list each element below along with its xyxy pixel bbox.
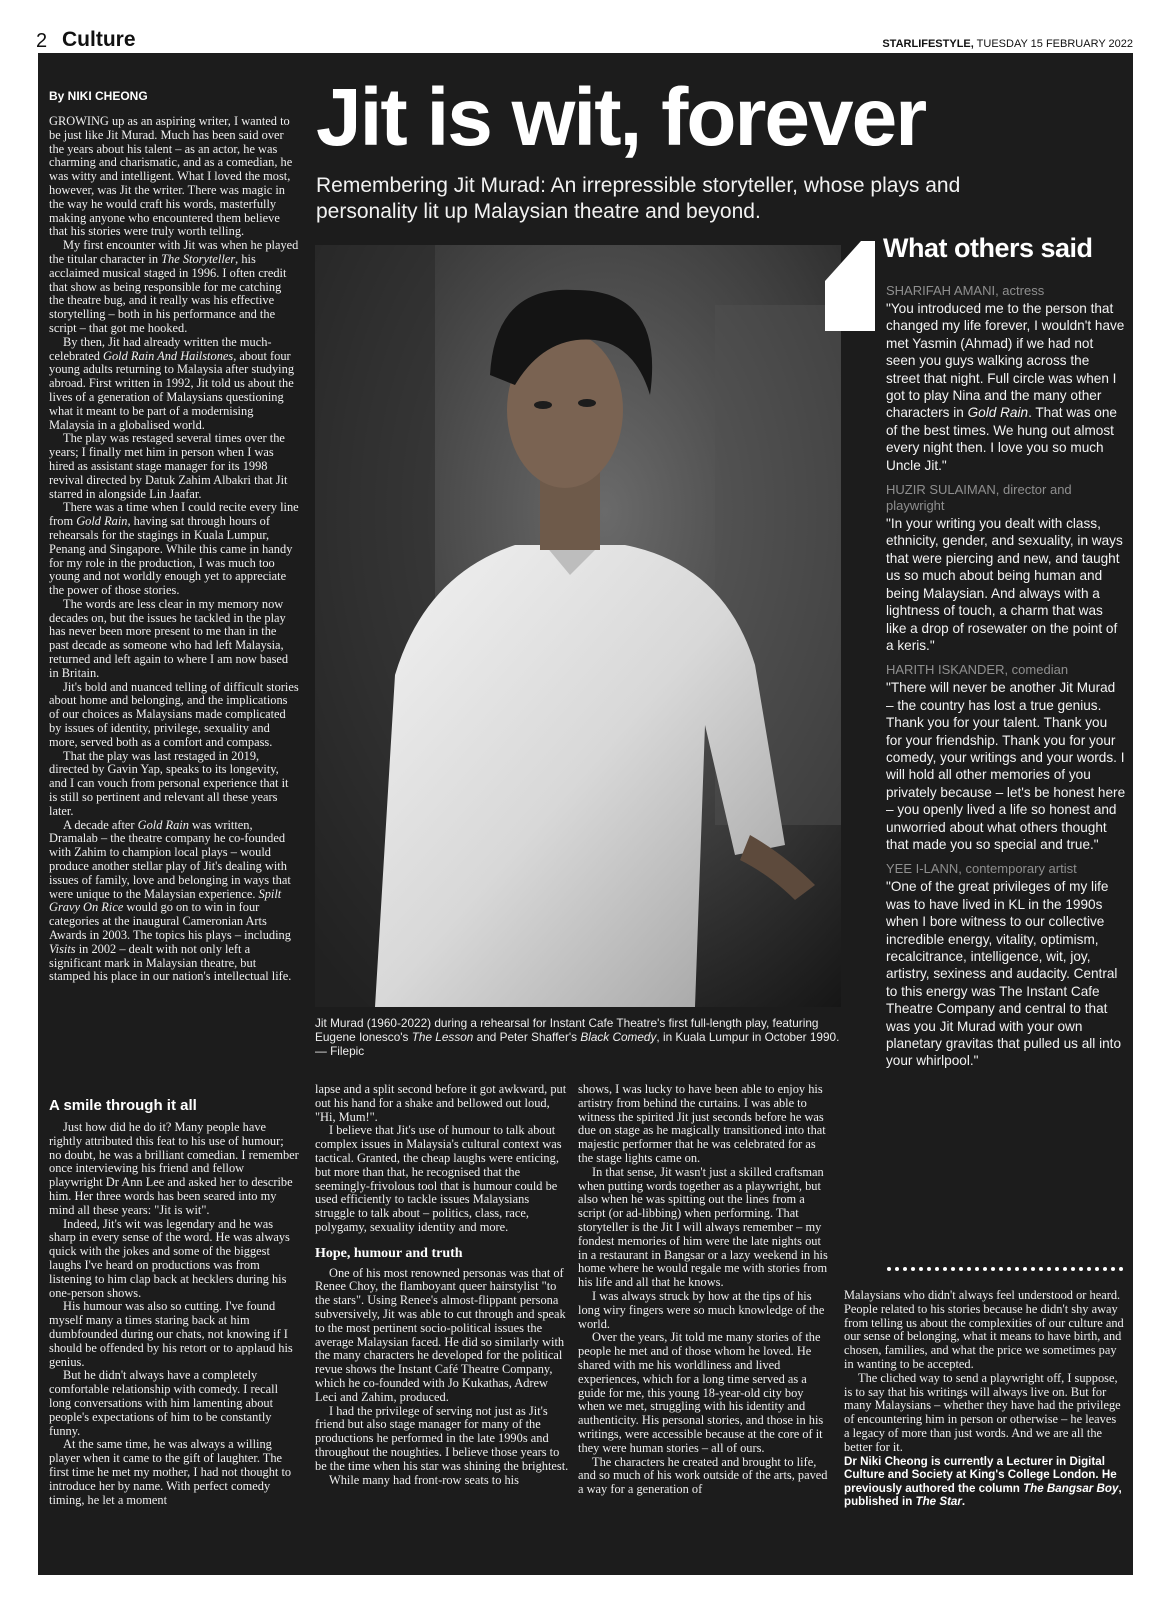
quote-text: "You introduced me to the person that changed my life forever, I wouldn't have met Yasmin (Ahmad) if we had not seen you guys walking across the street that night. Full circle was when I got to play Nina and the many other characters in Gold Rain. That was one of the best times. We hung out almost every night then. I love you so much Uncle Jit." bbox=[886, 301, 1125, 473]
paragraph: Over the years, Jit told me many stories of the people he met and of those whom he loved. He shared with me his worldliness and lived experiences, which for a long time served as a guide for me, this young 18-year-old city boy when we met, struggling with his identity and authenticity. His personal stories, and those in his writings, were accessible because at the core of it they were human stories – all of ours. bbox=[578, 1330, 824, 1455]
subheading: A smile through it all bbox=[49, 1097, 197, 1114]
dateline bbox=[882, 38, 1133, 50]
paragraph: At the same time, he was always a willing player when it came to the gift of laughter. The first time he met my mother, I had not thought to introduce her by name. With perfect comedy timing, he let a moment bbox=[49, 1437, 292, 1507]
publication-date: TUESDAY 15 FEBRUARY 2022 bbox=[976, 38, 1133, 50]
paragraph: lapse and a split second before it got awkward, put out his hand for a shake and bellowed out loud, "Hi, Mum!". bbox=[315, 1082, 567, 1124]
page-number: 2 bbox=[36, 30, 48, 52]
article-column-2 bbox=[315, 1083, 570, 1487]
page-header bbox=[36, 24, 1133, 54]
paragraph: I had the privilege of serving not just as Jit's friend but also stage manager for many of the productions he performed in the late 1990s and throughout the noughties. I believe those years to be the time when his star was shining the brightest. bbox=[315, 1403, 569, 1473]
quote-mark-icon bbox=[825, 241, 875, 331]
paragraph: There was a time when I could recite every line from Gold Rain, having sat through hours of rehearsals for the stagings in Kuala Lumpur, Penang and Singapore. While this came in handy for my role in the production, I was much too young and not worldly enough yet to appreciate the power of those stories. bbox=[49, 500, 299, 598]
paragraph: I believe that Jit's use of humour to talk about complex issues in Malaysia's cultural context was tactical. Granted, the cheap laughs were enticing, but more than that, he recognised that the seemingly-frivolous tool that is humour could be used efficiently to tackle issues Malaysians struggle to talk about – politics, class, race, polygamy, sexuality identity and more. bbox=[315, 1123, 562, 1234]
paragraph: Indeed, Jit's wit was legendary and he was sharp in every sense of the word. He was always quick with the jokes and some of the biggest laughs I've heard on productions was from listening to him clap back at hecklers during his one-person shows. bbox=[49, 1216, 290, 1300]
quote-attribution: SHARIFAH AMANI, actress bbox=[886, 283, 1045, 298]
sidebar-title: What others said bbox=[883, 233, 1093, 263]
photo-caption: Jit Murad (1960-2022) during a rehearsal for Instant Cafe Theatre's first full-length play, featuring Eugene Ionesco's The Lesson and Peter Shaffer's Black Comedy, in Kuala Lumpur in October 1990. — Filepic bbox=[315, 1016, 840, 1058]
article-column-3 bbox=[578, 1083, 833, 1497]
paragraph: The play was restaged several times over the years; I finally met him in person when I was hired as assistant stage manager for its 1998 revival directed by Datuk Zahim Albakri that Jit starred in alongside Lin Jaafar. bbox=[49, 431, 288, 501]
subheading: Hope, humour and truth bbox=[315, 1245, 463, 1261]
paragraph: My first encounter with Jit was when he played the titular character in The Storyteller, his acclaimed musical staged in 1996. I often credit that show as being responsible for me catching the theatre bug, and it really was his effective storytelling – both in his performance and the script – that got me hooked. bbox=[49, 238, 299, 335]
headline: Jit is wit, forever bbox=[316, 72, 926, 163]
paragraph: That the play was last restaged in 2019, directed by Gavin Yap, speaks to its longevity, and I can vouch from personal experience that it is still so pertinent and relevant all these years later. bbox=[49, 748, 289, 818]
paragraph: But he didn't always have a completely comfortable relationship with comedy. I recall long conversations with him lamenting about people's expectations of him to be constantly funny. bbox=[49, 1368, 279, 1438]
quotes-sidebar bbox=[886, 283, 1126, 1070]
publication-name: STARLIFESTYLE, bbox=[882, 38, 974, 50]
paragraph: One of his most renowned personas was that of Renee Choy, the flamboyant queer hairstylist "to the stars". Using Renee's almost-flippant persona subversively, Jit was able to cut through and speak to the most pertinent socio-political issues the average Malaysian faced. He did so similarly with the many characters he developed for the political revue shows the Instant Café Theatre Company, which he co-founded with Jo Kukathas, Adrew Leci and Zahim, produced. bbox=[315, 1265, 566, 1404]
article-column-1-continued bbox=[49, 1121, 299, 1507]
paragraph: GROWING up as an aspiring writer, I wanted to be just like Jit Murad. Much has been said over the years about his talent – as an actor, he was charming and charismatic, and as a comedian, he was witty and intelligent. What I loved the most, however, was Jit the writer. There was magic in the way he would craft his words, masterfully making anyone who encountered them believe that his stories were truly worth telling. bbox=[49, 114, 293, 239]
article-column-4 bbox=[844, 1289, 1124, 1509]
quote-text: "There will never be another Jit Murad – the country has lost a true genius. Thank you for your talent. Thank you for your friendship. Thank you for your comedy, your writings and your words. I will hold all other memories of you privately because – let's be honest here – you openly lived a life so honest and unworried about what others thought that made you so special and true." bbox=[886, 680, 1126, 852]
section-name: Culture bbox=[62, 28, 136, 51]
paragraph: His humour was also so cutting. I've found myself many a times staring back at him dumbfounded during our chats, not knowing if I should be offended by his retort or to applaud his genius. bbox=[49, 1299, 293, 1369]
paragraph: By then, Jit had already written the much-celebrated Gold Rain And Hailstones, about four young adults returning to Malaysia after studying abroad. First written in 1992, Jit told us about the lives of a generation of Malaysians questioning what it meant to be part of a modernising Malaysia in a globalised world. bbox=[49, 334, 295, 432]
portrait-photo bbox=[315, 245, 841, 1007]
paragraph: In that sense, Jit wasn't just a skilled craftsman when putting words together as a playwright, but also when he was spitting out the lines from a script (or ad-libbing) when performing. That storyteller is the Jit I will always remember – my fondest memories of him were the late nights out in a restaurant in Bangsar or a lazy weekend in his home where he would regale me with stories from his life and all that he knows. bbox=[578, 1164, 828, 1290]
dotted-divider bbox=[886, 1266, 1126, 1272]
paragraph: Malaysians who didn't always feel understood or heard. People related to his stories because he didn't shy away from telling us about the complexities of our culture and our sense of belonging, what it means to have birth, and chosen, families, and what the price we sometimes pay in wanting to be accepted. bbox=[844, 1288, 1124, 1371]
paragraph: shows, I was lucky to have been able to enjoy his artistry from behind the curtains. I was able to witness the spirited Jit just seconds before he was due on stage as he magically transitioned into that majestic performer that he was celebrated for as the stage lights came on. bbox=[578, 1082, 826, 1165]
paragraph: The cliched way to send a playwright off, I suppose, is to say that his writings will always live on. But for many Malaysians – whether they have had the privilege of encountering him in person or otherwise – he leaves a legacy of more than just words. And we are all the better for it. bbox=[844, 1370, 1121, 1454]
byline: By NIKI CHEONG bbox=[49, 89, 148, 103]
article-panel bbox=[38, 53, 1133, 1575]
paragraph: While many had front-row seats to his bbox=[329, 1472, 519, 1487]
paragraph: A decade after Gold Rain was written, Dramalab – the theatre company he co-founded with Zahim to champion local plays – would produce another stellar play of Jit's dealing with issues of family, love and belonging in ways that were unique to the Malaysian experience. Spilt Gravy On Rice would go on to win in four categories at the inaugural Cameronian Arts Awards in 2003. The topics his plays – including Visits in 2002 – dealt with not only left a significant mark in Malaysian theatre, but stamped his place in our nation's intellectual life. bbox=[49, 817, 292, 984]
quote-attribution: HUZIR SULAIMAN, director and playwright bbox=[886, 482, 1072, 514]
paragraph: Jit's bold and nuanced telling of difficult stories about home and belonging, and the implications of our choices as Malaysians made complicated by issues of identity, privilege, sexuality and more, served both as a comfort and compass. bbox=[49, 679, 299, 749]
quote-text: "In your writing you dealt with class, ethnicity, gender, and sexuality, in ways that were piercing and new, and taught us so much about being human and being Malaysian. And always with a lightness of touch, a charm that was like a drop of rosewater on the point of a keris." bbox=[886, 516, 1123, 653]
paragraph: I was always struck by how at the tips of his long wiry fingers were so much knowledge of the world. bbox=[578, 1288, 825, 1331]
quote-attribution: HARITH ISKANDER, comedian bbox=[886, 662, 1069, 678]
standfirst: Remembering Jit Murad: An irrepressible storyteller, whose plays and personality lit up Malaysian theatre and beyond. bbox=[316, 174, 961, 223]
quote-attribution: YEE I-LANN, contemporary artist bbox=[886, 861, 1077, 877]
paragraph: The characters he created and brought to life, and so much of his work outside of the arts, paved a way for a generation of bbox=[578, 1454, 828, 1497]
quote-text: "One of the great privileges of my life was to have lived in KL in the 1990s when I bore witness to our collective incredible energy, vitality, optimism, recalcitrance, intelligence, wit, joy, artistry, sexiness and audacity. Central to this energy was The Instant Cafe Theatre Company and central to that was you Jit Murad with your own planetary gravitas that pulled us all into your whirlpool." bbox=[886, 879, 1122, 1069]
paragraph: The words are less clear in my memory now decades on, but the issues he tackled in the play has never been more present to me than in the past decade as someone who had left Malaysia, returned and left again to where I am now based in Britain. bbox=[49, 596, 289, 680]
paragraph: Just how did he do it? Many people have rightly attributed this feat to his use of humour; no doubt, he was a brilliant comedian. I remember once interviewing his friend and fellow playwright Dr Ann Lee and asked her to describe him. Her three words has been seared into my mind all these years: "Jit is wit". bbox=[49, 1120, 299, 1217]
article-column-1 bbox=[49, 115, 299, 984]
author-bio: Dr Niki Cheong is currently a Lecturer in Digital Culture and Society at King's College London. He previously authored the column The Bangsar Boy, published in The Star. bbox=[844, 1454, 1122, 1509]
